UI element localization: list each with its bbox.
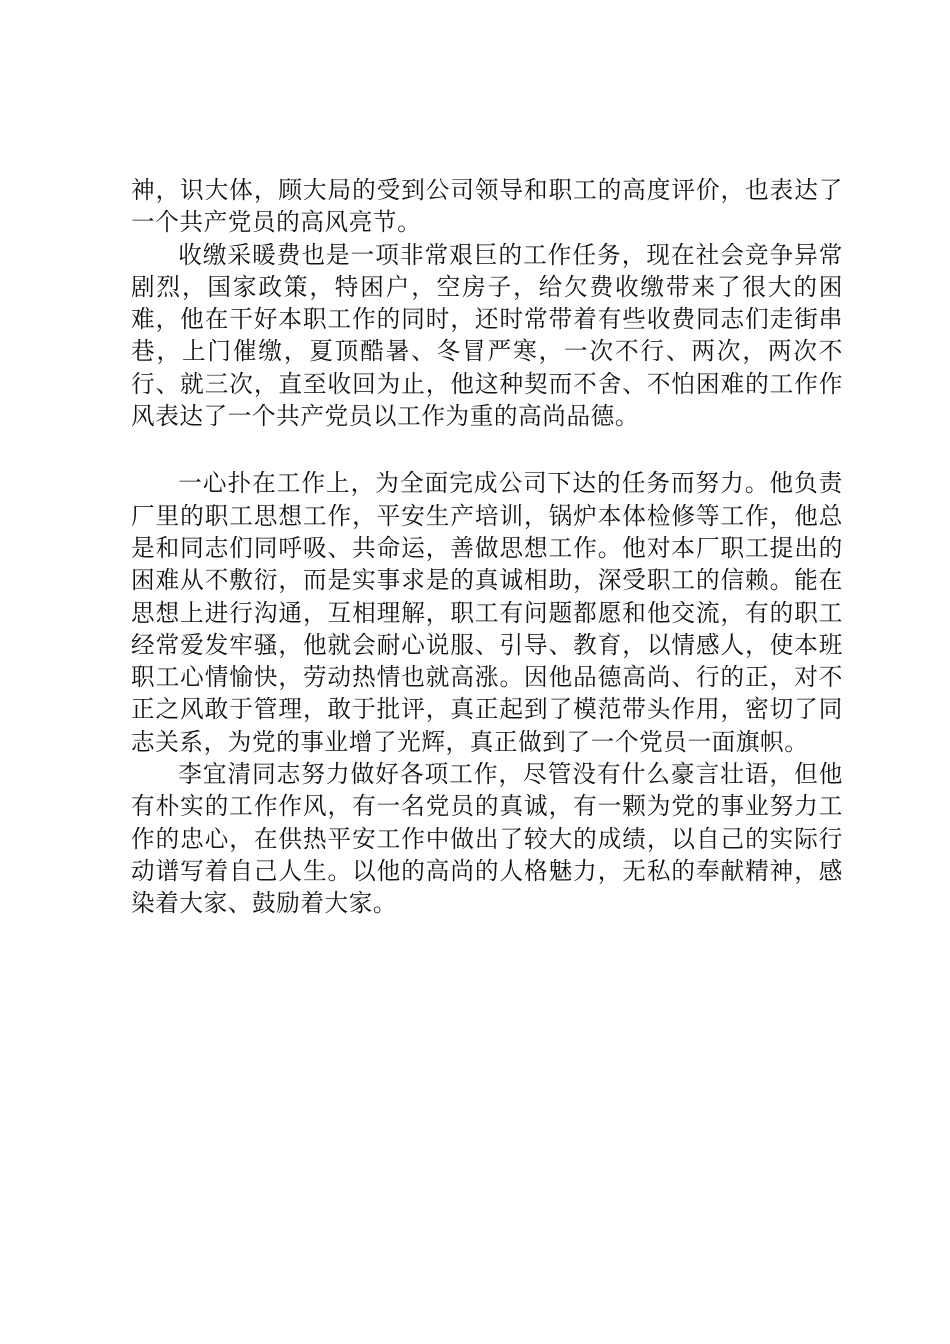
paragraph-summary: 李宜清同志努力做好各项工作，尽管没有什么豪言壮语，但他有朴实的工作作风，有一名党员的真诚，有一颗为党的事业努力工作的忠心，在供热平安工作中做出了较大的成绩，以自己的实际行动谱写着自己人生。以他的高尚的人格魅力，无私的奉献精神，感染着大家、鼓励着大家。: [131, 760, 843, 918]
paragraph-heating-fee: 收缴采暖费也是一项非常艰巨的工作任务，现在社会竞争异常剧烈，国家政策，特困户，空房子，给欠费收缴带来了很大的困难，他在干好本职工作的同时，还时常带着有些收费同志们走街串巷，上门催缴，夏顶酷暑、冬冒严寒，一次不行、两次，两次不行、就三次，直至收回为止，他这种契而不舍、不怕困难的工作作风表达了一个共产党员以工作为重的高尚品德。: [131, 240, 843, 431]
document-body: [131, 174, 843, 920]
paragraph-devotion: 一心扑在工作上，为全面完成公司下达的任务而努力。他负责厂里的职工思想工作，平安生产培训，锅炉本体检修等工作，他总是和同志们同呼吸、共命运，善做思想工作。他对本厂职工提出的困难从不敷衍，而是实事求是的真诚相助，深受职工的信赖。能在思想上进行沟通，互相理解，职工有问题都愿和他交流，有的职工经常爱发牢骚，他就会耐心说服、引导、教育，以情感人，使本班职工心情愉快，劳动热情也就高涨。因他品德高尚、行的正，对不正之风敢于管理，敢于批评，真正起到了模范带头作用，密切了同志关系，为党的事业增了光辉，真正做到了一个党员一面旗帜。: [131, 469, 843, 756]
paragraph-continued: 神，识大体，顾大局的受到公司领导和职工的高度评价，也表达了一个共产党员的高风亮节。: [131, 176, 843, 237]
